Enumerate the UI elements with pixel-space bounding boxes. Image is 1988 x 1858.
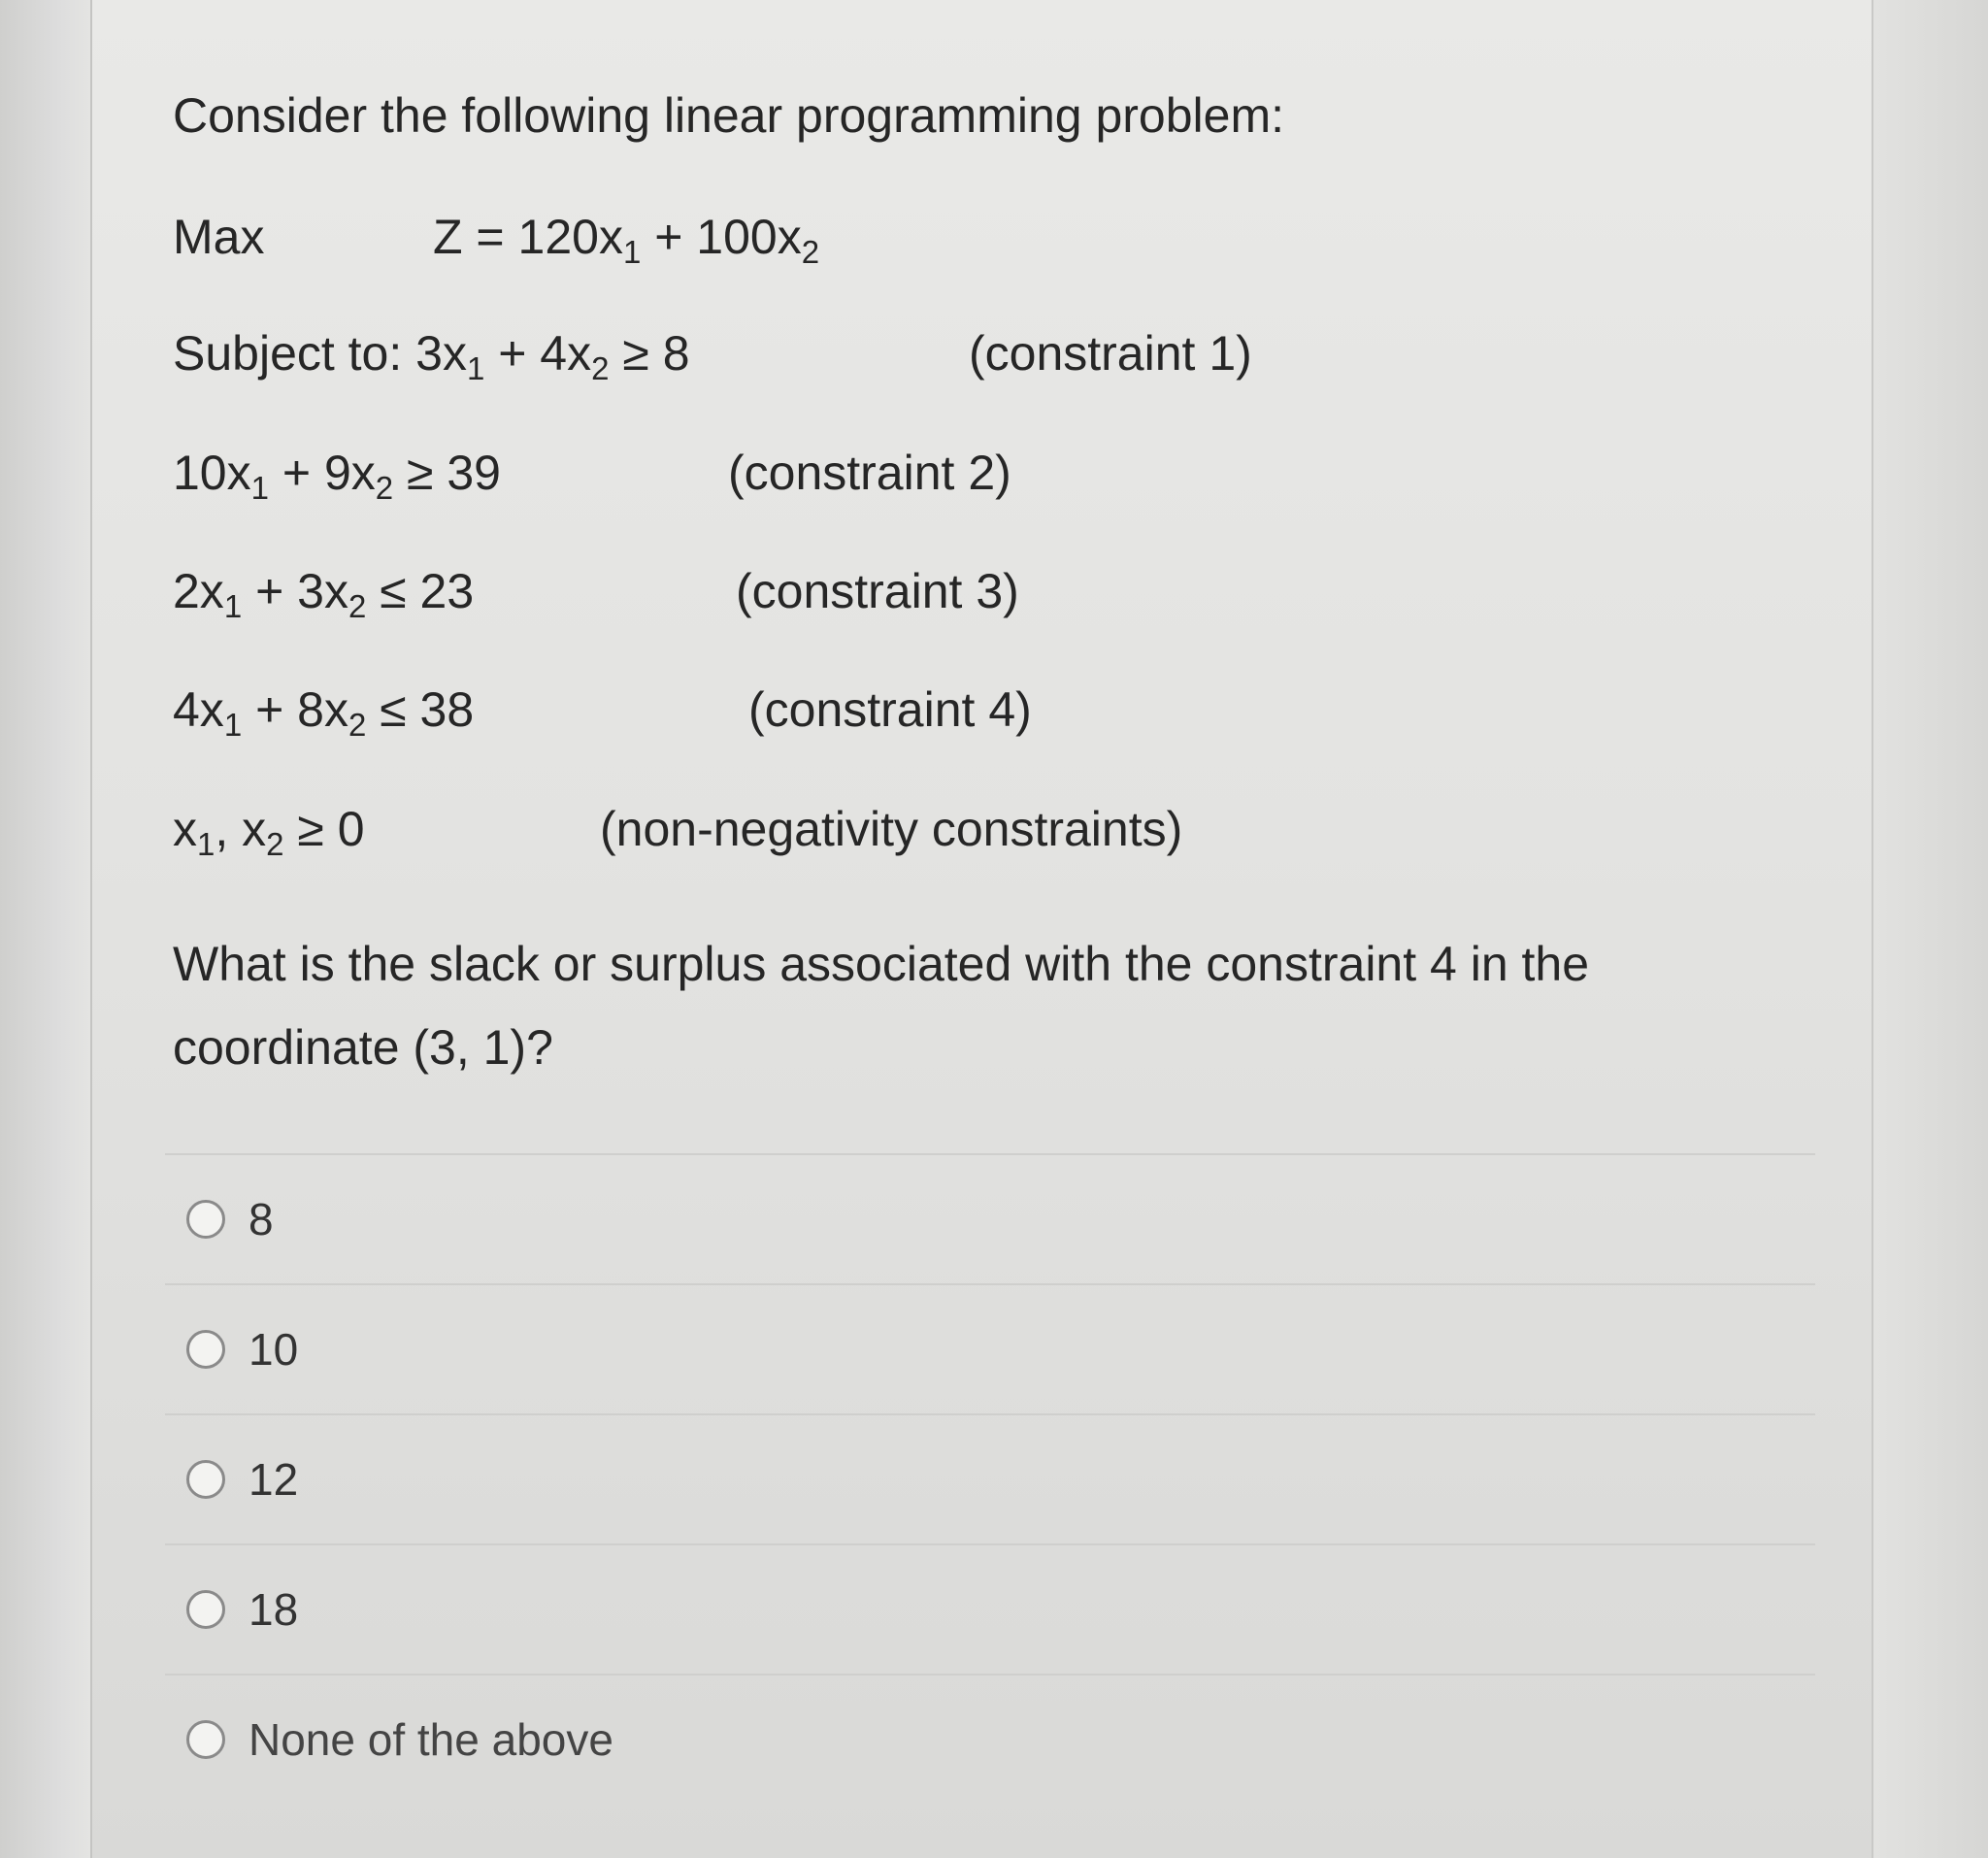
radio-button-icon[interactable] xyxy=(186,1720,225,1759)
constraint-1-label: (constraint 1) xyxy=(969,326,1252,381)
nonnegativity-mid: , x xyxy=(215,802,267,856)
constraint-2-sub2: 2 xyxy=(375,470,394,506)
constraint-2-mid: + 9x xyxy=(268,446,376,500)
choice-label: 18 xyxy=(248,1584,299,1635)
choice-label: 12 xyxy=(248,1454,299,1505)
left-gutter xyxy=(0,0,92,1858)
objective-mid: + 100x xyxy=(641,210,802,264)
constraint-4-mid: + 8x xyxy=(242,682,348,737)
constraint-1-mid: + 4x xyxy=(484,326,592,381)
constraint-4-prefix: 4x xyxy=(173,682,224,737)
choice-label: None of the above xyxy=(248,1714,613,1765)
constraint-2-rhs: ≥ 39 xyxy=(393,446,501,500)
constraint-1-rhs: ≥ 8 xyxy=(609,326,690,381)
constraint-3-sub1: 1 xyxy=(223,588,243,624)
constraint-4-sub1: 1 xyxy=(223,707,243,743)
nonnegativity-expression xyxy=(173,801,365,862)
constraint-3-sub2: 2 xyxy=(348,588,367,624)
constraint-4-sub2: 2 xyxy=(348,707,367,743)
constraint-4-rhs: ≤ 38 xyxy=(366,682,475,737)
nonnegativity-label: (non-negativity constraints) xyxy=(600,802,1183,856)
choice-label: 10 xyxy=(248,1324,299,1375)
choice-8[interactable] xyxy=(165,1153,1815,1283)
objective-function xyxy=(433,209,820,270)
radio-button-icon[interactable] xyxy=(186,1200,225,1239)
objective-sub1: 1 xyxy=(622,234,642,270)
constraint-4-label: (constraint 4) xyxy=(748,682,1032,737)
constraint-1-sub1: 1 xyxy=(466,350,485,386)
nonnegativity-sub1: 1 xyxy=(197,826,215,862)
objective-lhs: Z = 120x xyxy=(433,210,623,264)
nonnegativity-prefix: x xyxy=(173,802,197,856)
radio-button-icon[interactable] xyxy=(186,1330,225,1369)
choice-18[interactable] xyxy=(165,1543,1815,1674)
objective-sub2: 2 xyxy=(801,234,820,270)
right-gutter xyxy=(1872,0,1988,1858)
constraint-2-expression xyxy=(173,445,501,506)
question-title: Consider the following linear programming problem: xyxy=(173,88,1284,143)
constraint-3-prefix: 2x xyxy=(173,564,224,618)
constraint-2-label: (constraint 2) xyxy=(728,446,1011,500)
constraint-3-label: (constraint 3) xyxy=(736,564,1019,618)
constraint-3-expression xyxy=(173,563,475,624)
choice-none-of-the-above[interactable] xyxy=(165,1674,1815,1804)
constraint-3-rhs: ≤ 23 xyxy=(366,564,475,618)
choice-12[interactable] xyxy=(165,1413,1815,1543)
radio-button-icon[interactable] xyxy=(186,1460,225,1499)
nonnegativity-rhs: ≥ 0 xyxy=(283,802,365,856)
answer-choices xyxy=(165,1153,1815,1804)
constraint-1-expression xyxy=(173,325,690,386)
choice-10[interactable] xyxy=(165,1283,1815,1413)
constraint-3-mid: + 3x xyxy=(242,564,348,618)
constraint-2-sub1: 1 xyxy=(250,470,269,506)
objective-keyword: Max xyxy=(173,210,265,264)
choice-label: 8 xyxy=(248,1194,274,1244)
constraint-1-sub2: 2 xyxy=(591,350,610,386)
constraint-1-prefix: Subject to: 3x xyxy=(173,326,467,381)
radio-button-icon[interactable] xyxy=(186,1590,225,1629)
constraint-2-prefix: 10x xyxy=(173,446,251,500)
constraint-4-expression xyxy=(173,681,475,743)
question-prompt: What is the slack or surplus associated with the constraint 4 in the coordinate (3, 1)? xyxy=(173,937,1590,1075)
nonnegativity-sub2: 2 xyxy=(266,826,284,862)
